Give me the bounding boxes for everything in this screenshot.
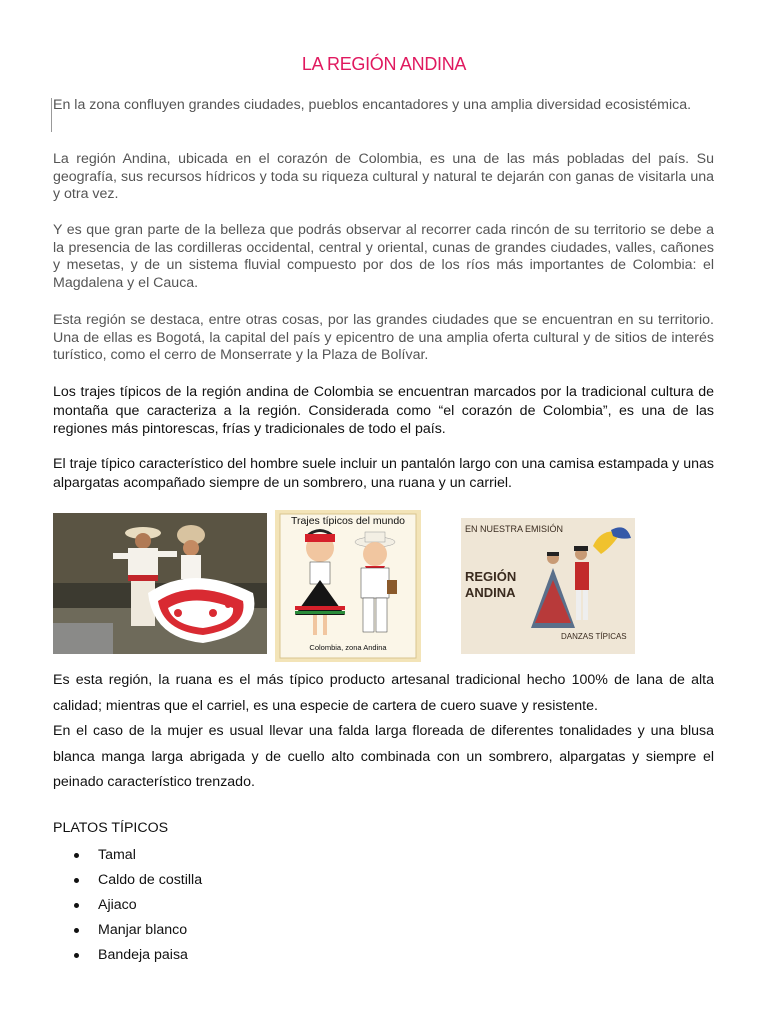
poster-banner: EN NUESTRA EMISIÓN — [465, 524, 564, 534]
bullet-icon — [74, 853, 79, 858]
paragraph-intro: En la zona confluyen grandes ciudades, pueblos encantadores y una amplia diversidad ecosistémica. — [53, 97, 692, 113]
paragraph-ruana: Es esta región, la ruana es el más típico producto artesanal tradicional hecho 100% de lana de alta calidad; mientras que el carriel, es una especie de cartera de cuero suave y resistente. — [53, 672, 714, 714]
dish-name: Manjar blanco — [98, 922, 188, 938]
list-item — [53, 893, 202, 918]
paragraph-geography: Y es que gran parte de la belleza que podrás observar al recorrer cada rincón de su territorio se debe a la presencia de las cordilleras occidental, central y oriental, cunas de grandes ciudades, valles, cañones y mesetas, y de un sistema fluvial compuesto por dos de los ríos más importantes de Colombia: el Magdalena y el Cauca. — [53, 222, 714, 291]
dish-name: Caldo de costilla — [98, 872, 203, 888]
dancers-photo — [53, 513, 267, 654]
poster-title-line2: ANDINA — [465, 585, 516, 600]
paragraph-costumes: Los trajes típicos de la región andina de Colombia se encuentran marcados por la tradicional cultura de montaña que caracteriza a la región. Considerada como “el corazón de Colombia”, es una de las regiones más pintorescas, frías y tradicionales de todo el país. — [53, 384, 714, 437]
dance-poster — [461, 518, 635, 654]
paragraph-male-costume: El traje típico característico del hombre suele incluir un pantalón largo con una camisa estampada y unas alpargatas acompañado siempre de un sombrero, una ruana y un carriel. — [53, 456, 714, 491]
dish-name: Bandeja paisa — [98, 947, 188, 963]
costume-illustration — [275, 510, 421, 662]
dish-name: Tamal — [98, 847, 136, 863]
list-item — [53, 943, 202, 968]
costume-card-title: Trajes típicos del mundo — [291, 515, 405, 527]
dishes-heading: PLATOS TÍPICOS — [53, 820, 169, 836]
bullet-icon — [74, 903, 79, 908]
poster-footer: DANZAS TÍPICAS — [561, 632, 627, 641]
bullet-icon — [74, 878, 79, 883]
paragraph-cities: Esta región se destaca, entre otras cosas, por las grandes ciudades que se encuentran en su territorio. Una de ellas es Bogotá, la capital del país y epicentro de una amplia oferta cultural y de sitios de interés turístico, como el cerro de Monserrate y la Plaza de Bolívar. — [53, 312, 714, 364]
list-item — [53, 868, 202, 893]
bullet-icon — [74, 928, 79, 933]
bullet-icon — [74, 953, 79, 958]
dish-name: Ajiaco — [98, 897, 137, 913]
poster-title-line1: REGIÓN — [465, 569, 517, 584]
paragraph-female-costume: En el caso de la mujer es usual llevar una falda larga floreada de diferentes tonalidades y una blusa blanca manga larga abrigada y de cuello alto combinada con un sombrero, alpargatas y siempre el peinado característico trenzado. — [53, 723, 714, 790]
paragraph-location: La región Andina, ubicada en el corazón de Colombia, es una de las más pobladas del país. Su geografía, sus recursos hídricos y toda su riqueza cultural y natural te dejarán con ganas de visitarla una y otra vez. — [53, 151, 714, 203]
costume-card-caption: Colombia, zona Andina — [309, 643, 387, 652]
list-item — [53, 843, 202, 868]
list-item — [53, 918, 202, 943]
dishes-list — [53, 843, 202, 968]
page-title: LA REGIÓN ANDINA — [301, 54, 467, 74]
text-cursor — [51, 98, 52, 132]
